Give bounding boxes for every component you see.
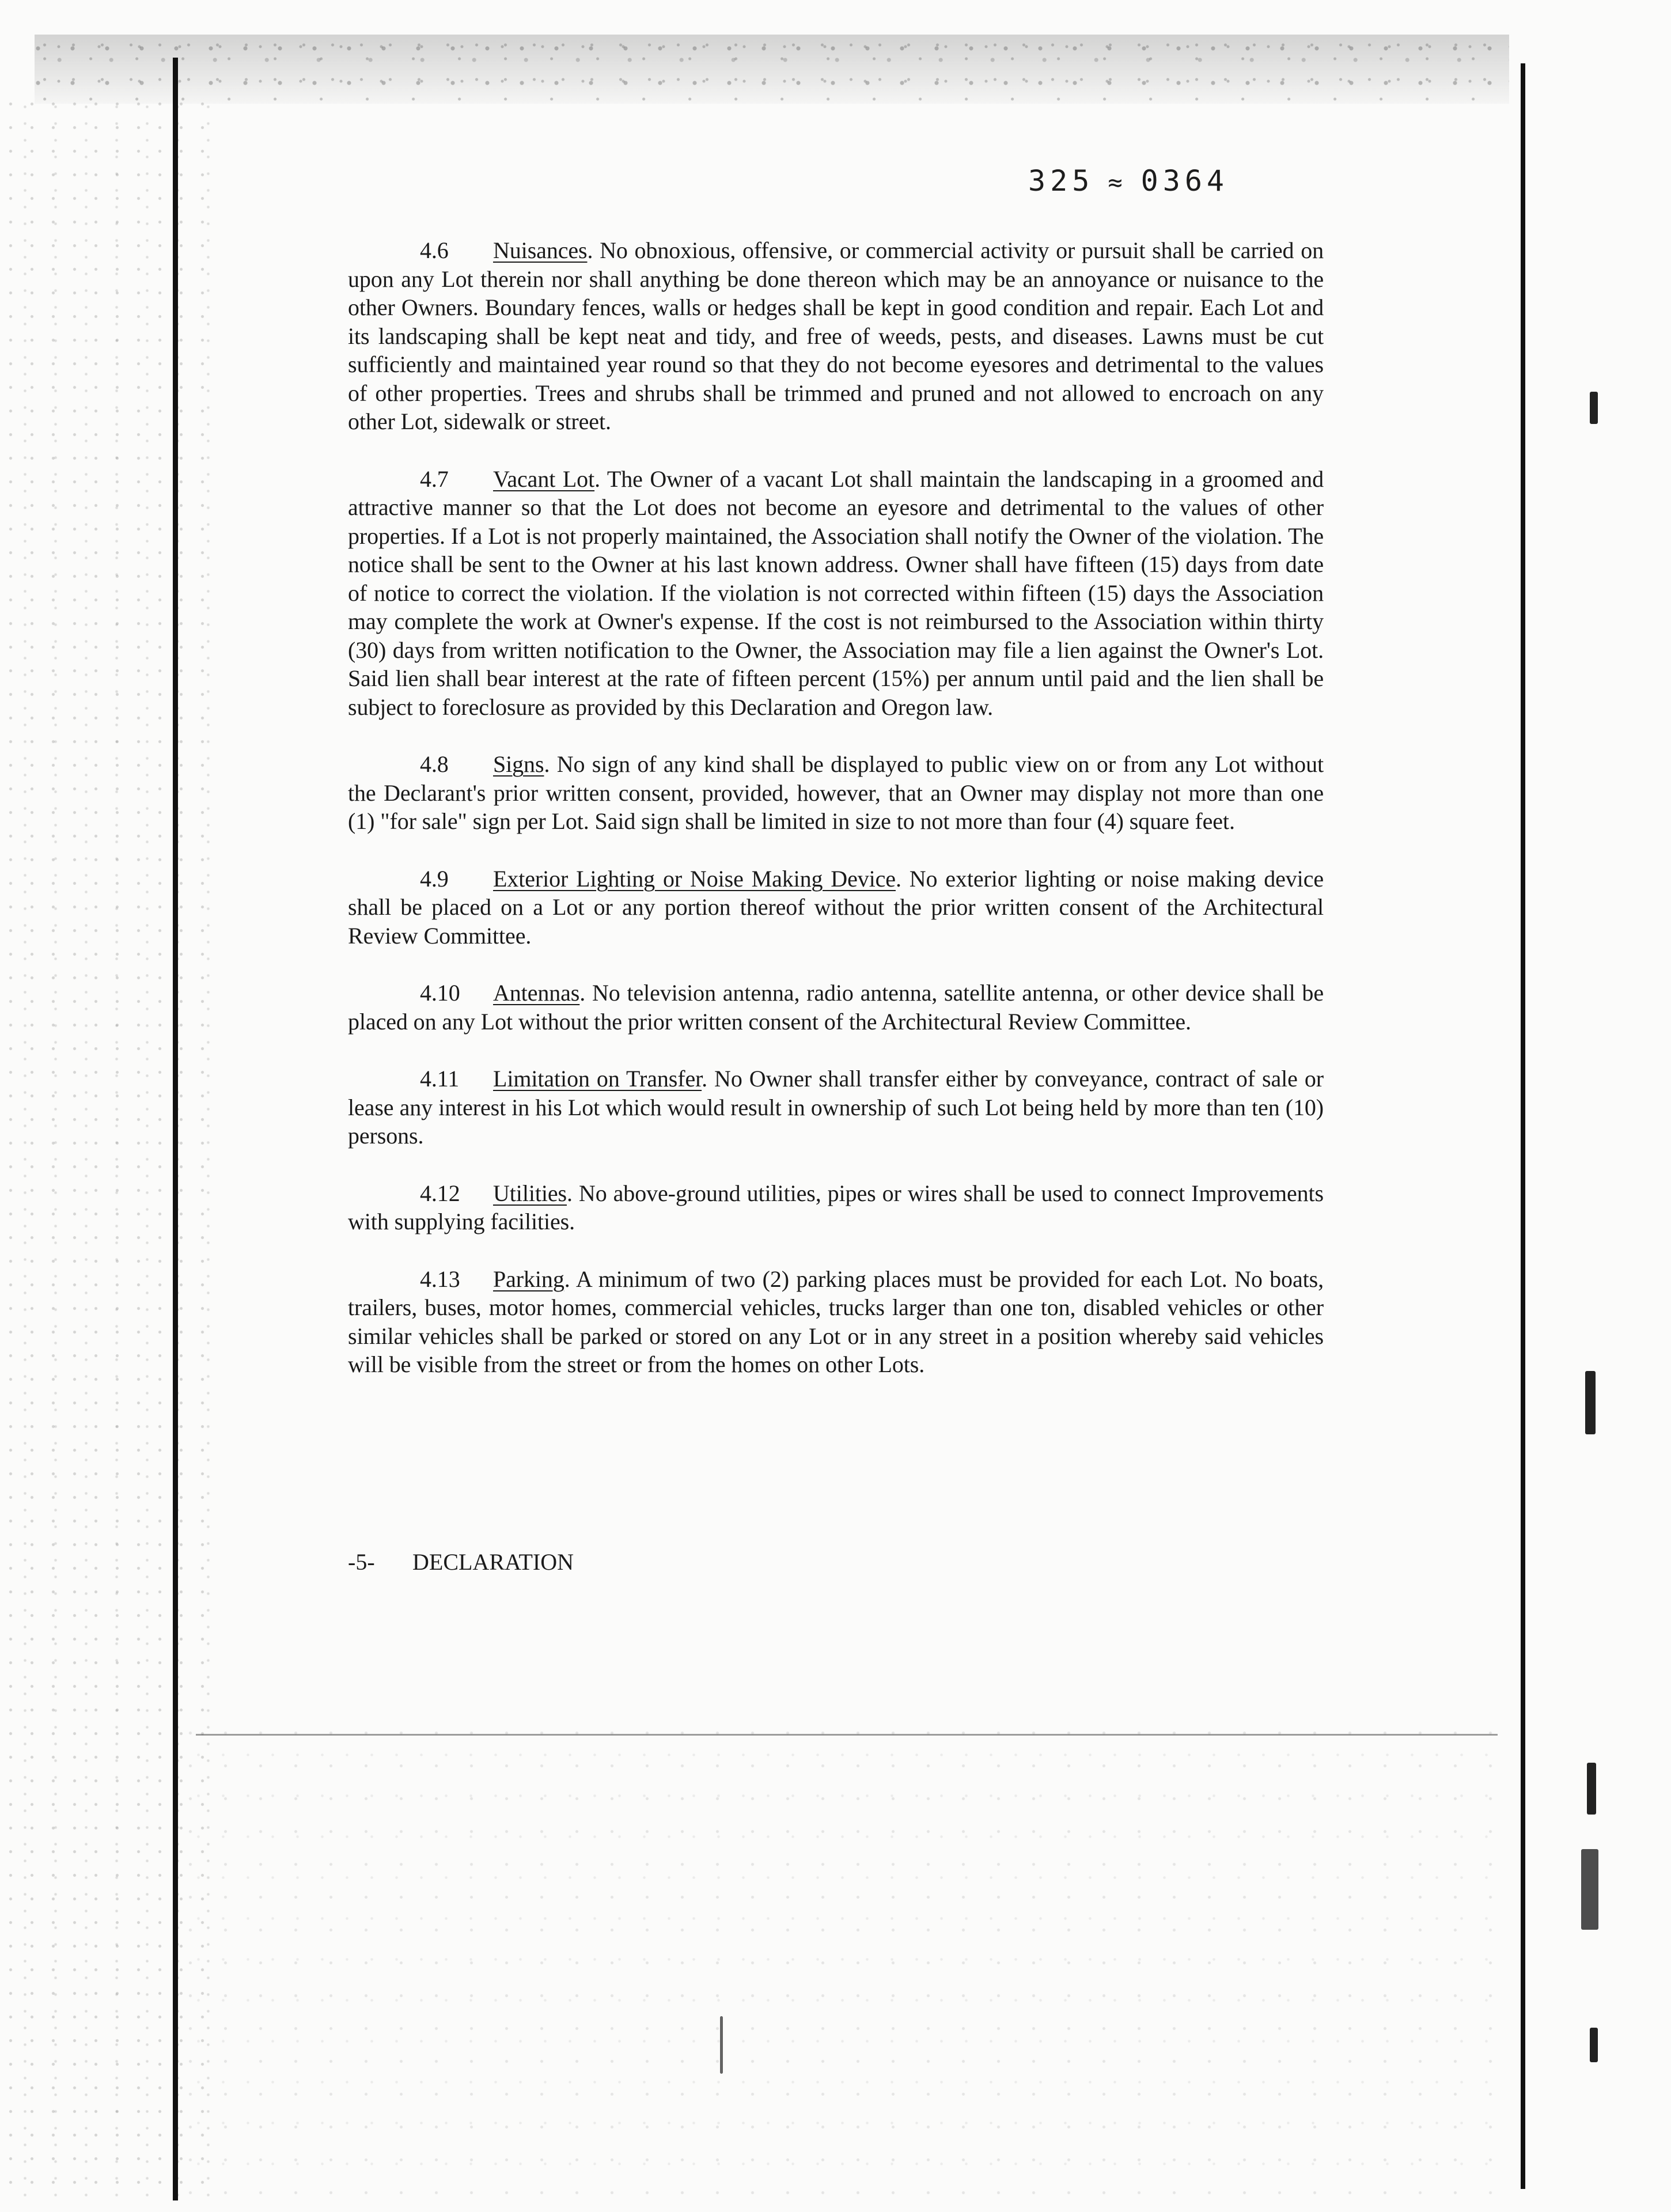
- footer-document-title: DECLARATION: [412, 1549, 574, 1575]
- edge-smudge: [1581, 1849, 1598, 1930]
- section-body: . No exterior lighting or noise making device shall be placed on a Lot or any portion thereof without the prior written consent of the Architectural Review Committee.: [348, 865, 1324, 949]
- section-title: Nuisances: [493, 237, 588, 263]
- section-number: 4.10: [420, 980, 460, 1006]
- section-number: 4.7: [420, 465, 449, 492]
- section-title: Vacant Lot: [493, 465, 595, 492]
- section-title: Limitation on Transfer: [493, 1066, 702, 1092]
- left-binding-rule: [173, 58, 178, 2200]
- section-body: . No sign of any kind shall be displayed to public view on or from any Lot without the Declarant's prior written consent, provided, however, that an Owner may display not more than one (1) "for sale" sign per Lot. Said sign shall be limited in size to not more than four (4) square feet.: [348, 751, 1324, 834]
- right-edge-rule: [1521, 63, 1525, 2189]
- section-body: . No obnoxious, offensive, or commercial activity or pursuit shall be carried on upon any Lot therein nor shall anything be done thereon which may be an annoyance or nuisance to the other Owners. Boundary fences, walls or hedges shall be kept in good condition and repair. Each Lot and its landscaping shall be kept neat and tidy, and free of weeds, pests, and diseases. Lawns must be cut sufficiently and maintained year round so that they do not become eyesores and detrimental to the values of other properties. Trees and shrubs shall be trimmed and pruned and not allowed to encroach on any other Lot, sidewalk or street.: [348, 237, 1324, 434]
- section-paragraph: [348, 1265, 1324, 1379]
- edge-smudge: [1590, 2028, 1598, 2062]
- section-number: 4.6: [420, 237, 449, 263]
- section-body: . A minimum of two (2) parking places must be provided for each Lot. No boats, trailers, buses, motor homes, commercial vehicles, trucks larger than one ton, disabled vehicles or other similar vehicles shall be parked or stored on any Lot or in any street in a position whereby said vehicles will be visible from the street or from the homes on other Lots.: [348, 1266, 1324, 1377]
- section-number: 4.8: [420, 751, 449, 777]
- section-body: . The Owner of a vacant Lot shall maintain the landscaping in a groomed and attractive manner so that the Lot does not become an eyesore and detrimental to the values of other properties. If a Lot is not properly maintained, the Association shall notify the Owner of the violation. The notice shall be sent to the Owner at his last known address. Owner shall have fifteen (15) days from date of notice to correct the violation. If the violation is not corrected within fifteen (15) days the Association may complete the work at Owner's expense. If the cost is not reimbursed to the Association within thirty (30) days from written notification to the Owner, the Association may file a lien against the Owner's Lot. Said lien shall bear interest at the rate of fifteen percent (15%) per annum until paid and the lien shall be subject to foreclosure as provided by this Declaration and Oregon law.: [348, 465, 1324, 720]
- section-number: 4.12: [420, 1180, 460, 1206]
- section-paragraph: [348, 465, 1324, 722]
- section-paragraph: [348, 236, 1324, 436]
- section-title: Parking: [493, 1266, 564, 1292]
- section-title: Signs: [493, 751, 544, 777]
- bottom-fold-line: [196, 1734, 1498, 1736]
- stamp-mark: ≈: [1108, 168, 1127, 196]
- section-list: [348, 236, 1324, 1408]
- stamp-page-number: 0364: [1140, 164, 1229, 198]
- edge-smudge: [1585, 1371, 1596, 1434]
- section-body: . No Owner shall transfer either by conveyance, contract of sale or lease any interest in his Lot which would result in ownership of such Lot being held by more than ten (10) persons.: [348, 1066, 1324, 1149]
- edge-smudge: [720, 2016, 723, 2074]
- section-title: Antennas: [493, 980, 580, 1006]
- page-footer: [348, 1548, 574, 1575]
- scan-noise-top: [35, 35, 1509, 104]
- recording-stamp: [1028, 164, 1229, 198]
- section-paragraph: [348, 865, 1324, 950]
- section-paragraph: [348, 1179, 1324, 1236]
- section-paragraph: [348, 979, 1324, 1036]
- edge-smudge: [1587, 1763, 1596, 1815]
- section-paragraph: [348, 750, 1324, 836]
- section-title: Exterior Lighting or Noise Making Device: [493, 865, 896, 892]
- stamp-book-number: 325: [1028, 164, 1094, 198]
- section-title: Utilities: [493, 1180, 567, 1206]
- section-body: . No above-ground utilities, pipes or wires shall be used to connect Improvements with supplying facilities.: [348, 1180, 1324, 1234]
- scan-noise-bottom: [173, 1717, 1509, 2200]
- edge-smudge: [1590, 392, 1598, 424]
- section-paragraph: [348, 1065, 1324, 1150]
- section-number: 4.13: [420, 1266, 460, 1292]
- section-body: . No television antenna, radio antenna, satellite antenna, or other device shall be placed on any Lot without the prior written consent of the Architectural Review Committee.: [348, 980, 1324, 1035]
- section-number: 4.11: [420, 1066, 460, 1092]
- section-number: 4.9: [420, 865, 449, 892]
- footer-page-number: -5-: [348, 1549, 375, 1575]
